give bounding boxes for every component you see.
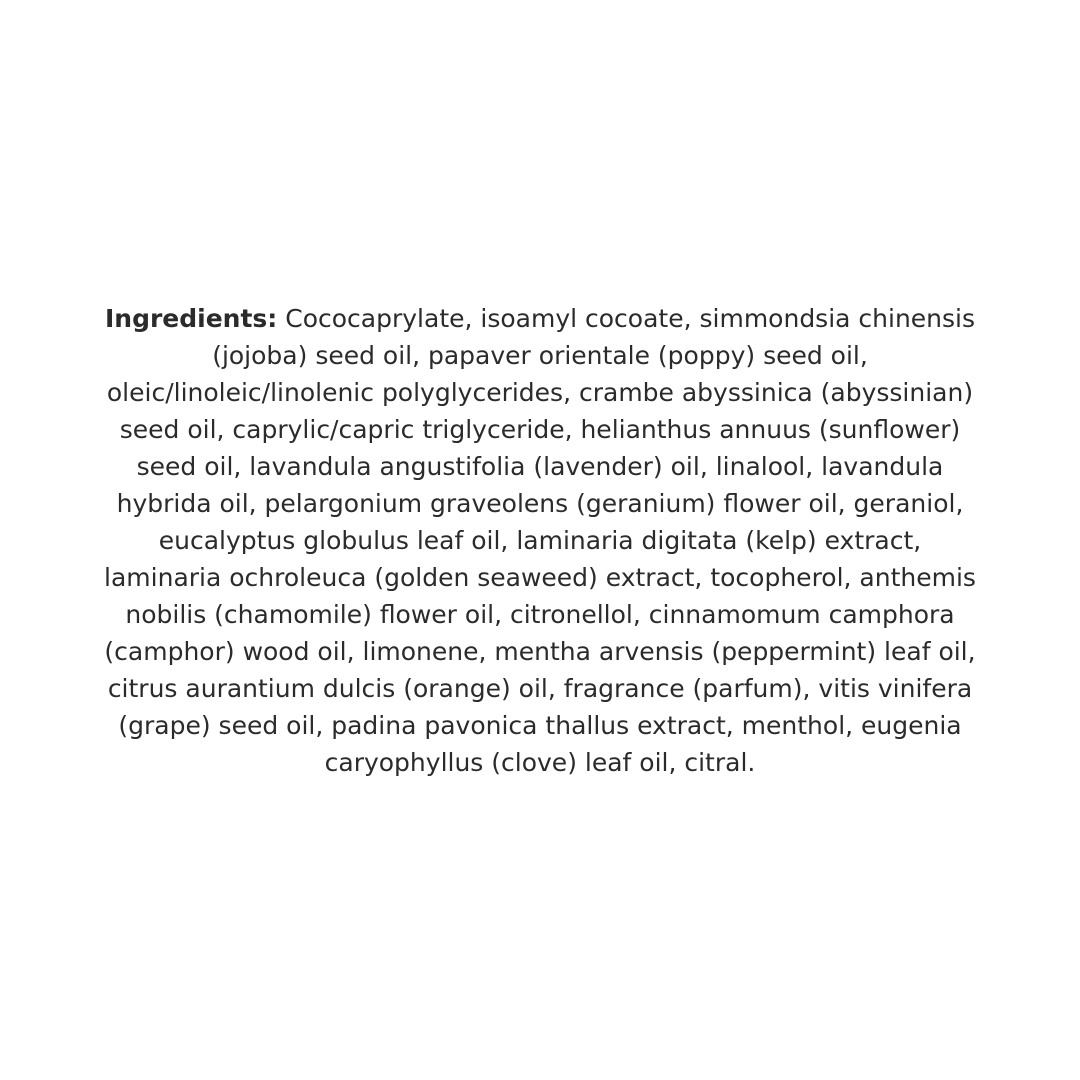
ingredients-text: Cococaprylate, isoamyl cocoate, simmondsia chinensis (jojoba) seed oil, papaver orientale (poppy) seed oil, oleic/linoleic/linolenic polyglycerides, crambe abyssinica (abyssinian) seed oil, caprylic/capric triglyceride, helianthus annuus (sunflower) seed oil, lavandula angustifolia (lavender) oil, linalool, lavandula hybrida oil, pelargonium graveolens (geranium) flower oil, geraniol, eucalyptus globulus leaf oil, laminaria digitata (kelp) extract, laminaria ochroleuca (golden seaweed) extract, tocopherol, anthemis nobilis (chamomile) flower oil, citronellol, cinnamomum camphora (camphor) wood oil, limonene, mentha arvensis (peppermint) leaf oil, citrus aurantium dulcis (orange) oil, fragrance (parfum), vitis vinifera (grape) seed oil, padina pavonica thallus extract, menthol, eugenia caryophyllus (clove) leaf oil, citral. bbox=[104, 303, 976, 777]
ingredients-paragraph bbox=[98, 300, 982, 781]
ingredients-label: Ingredients: bbox=[104, 303, 278, 333]
